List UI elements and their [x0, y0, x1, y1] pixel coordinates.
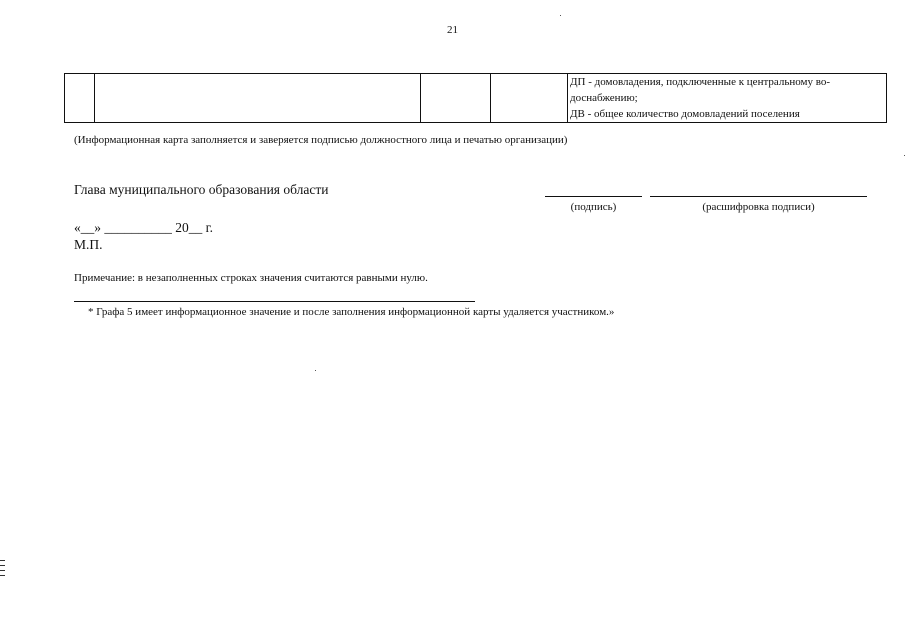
- signature-line: [545, 196, 642, 197]
- table-cell-3: [421, 74, 491, 123]
- table-row: [65, 74, 887, 123]
- table-cell-1: [65, 74, 95, 123]
- scan-edge-marks: [0, 560, 5, 585]
- form-table-fragment: [64, 73, 887, 123]
- scan-speck: [560, 15, 561, 16]
- signature-decoding-caption: (расшифровка подписи): [702, 201, 815, 213]
- instruction-text: (Информационная карта заполняется и заверяется подписью должностного лица и печатью организации): [74, 134, 568, 146]
- signature-decoding-line: [650, 196, 867, 197]
- page-number: 21: [447, 24, 458, 36]
- note-text: Примечание: в незаполненных строках значения считаются равными нулю.: [74, 272, 428, 284]
- cell-line-dv: ДВ - общее количество домовладений поселения: [570, 108, 800, 120]
- cell-line-dp: ДП - домовладения, подключенные к центральному во-: [570, 76, 831, 88]
- scan-speck: [315, 370, 316, 371]
- date-line: «__» __________ 20__ г.: [74, 220, 214, 235]
- table-cell-5: [568, 74, 887, 123]
- table-cell-2: [95, 74, 421, 123]
- footnote-text: * Графа 5 имеет информационное значение и после заполнения информационной карты удаляется участником.»: [88, 306, 615, 318]
- cell-line-dp-cont: доснабжению;: [570, 92, 638, 104]
- signature-caption: (подпись): [570, 201, 617, 213]
- footnote-separator: [74, 301, 475, 302]
- stamp-label: М.П.: [74, 237, 103, 252]
- table-cell-4: [491, 74, 568, 123]
- signatory-title: Глава муниципального образования области: [74, 182, 329, 197]
